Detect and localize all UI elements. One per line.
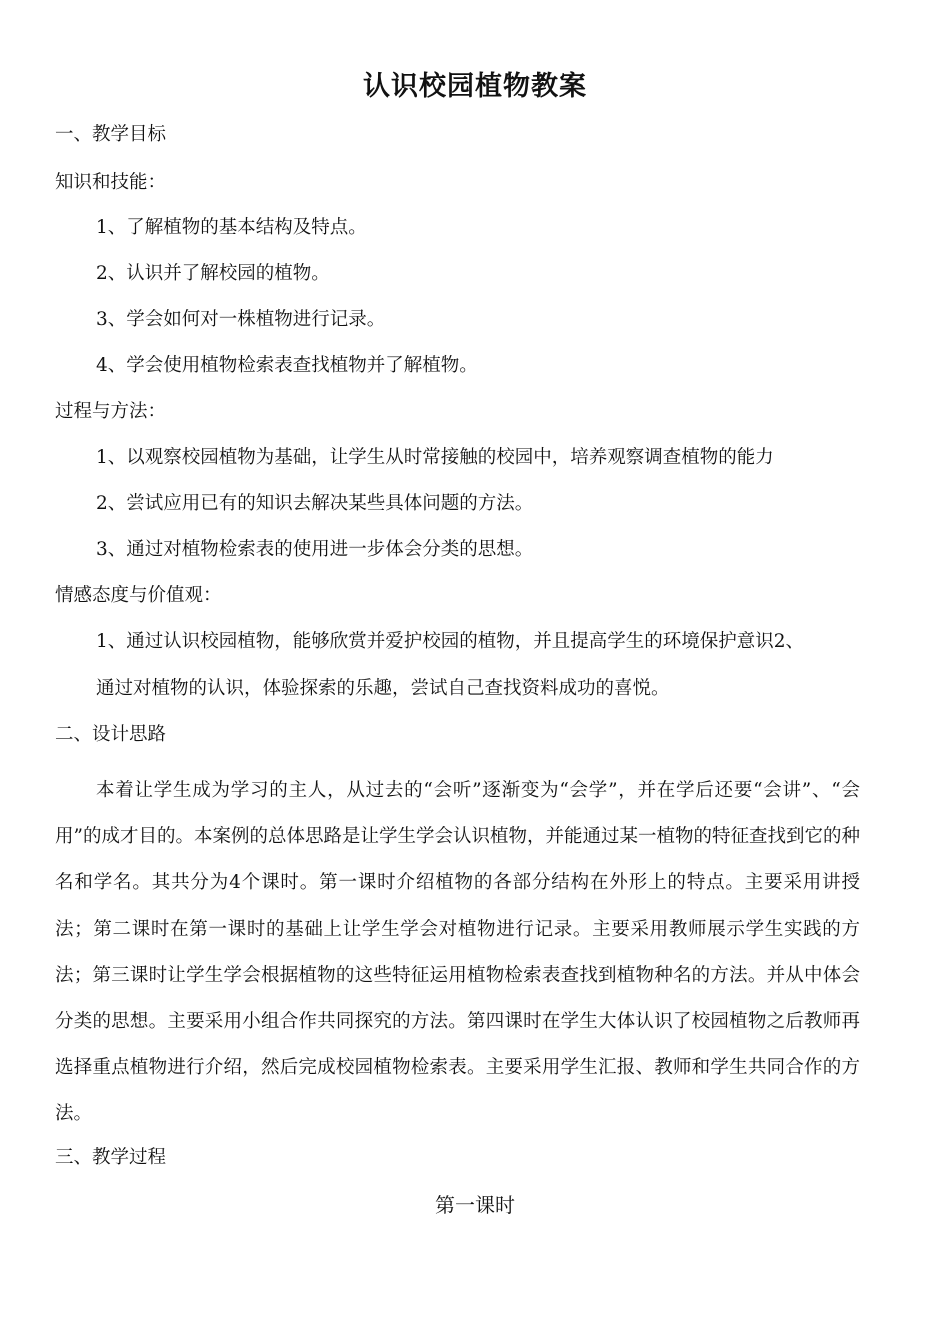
list-item: 2、认识并了解校园的植物。 (96, 263, 330, 284)
section-heading-process: 三、教学过程 (55, 1147, 167, 1168)
list-item: 1、了解植物的基本结构及特点。 (96, 217, 367, 238)
list-item: 1、通过认识校园植物，能够欣赏并爱护校园的植物，并且提高学生的环境保护意识2、 (96, 631, 805, 652)
subheading-emotion-values: 情感态度与价值观： (55, 585, 222, 606)
design-paragraph: 本着让学生成为学习的主人，从过去的“会听”逐渐变为“会学”，并在学后还要“会讲”、“会用”的成才目的。本案例的总体思路是让学生学会认识植物，并能通过某一植物的特征查找到它的种名和学名。其共分为4个课时。第一课时介绍植物的各部分结构在外形上的特点。主要采用讲授法；第二课时在第一课时的基础上让学生学会对植物进行记录。主要采用教师展示学生实践的方法；第三课时让学生学会根据植物的这些特征运用植物检索表查找到植物种名的方法。并从中体会分类的思想。主要采用小组合作共同探究的方法。第四课时在学生大体认识了校园植物之后教师再选择重点植物进行介绍，然后完成校园植物检索表。主要采用学生汇报、教师和学生共同合作的方法。 (55, 780, 860, 1125)
subheading-knowledge-skills: 知识和技能： (55, 172, 167, 193)
list-item: 通过对植物的认识，体验探索的乐趣，尝试自己查找资料成功的喜悦。 (96, 678, 670, 699)
list-item: 3、通过对植物检索表的使用进一步体会分类的思想。 (96, 539, 534, 560)
section-heading-design: 二、设计思路 (55, 724, 167, 745)
list-item: 1、以观察校园植物为基础，让学生从时常接触的校园中，培养观察调查植物的能力 (96, 447, 774, 468)
list-item: 2、尝试应用已有的知识去解决某些具体问题的方法。 (96, 493, 534, 514)
subheading-process-methods: 过程与方法： (55, 401, 167, 422)
list-item: 4、学会使用植物检索表查找植物并了解植物。 (96, 355, 478, 376)
document-title: 认识校园植物教案 (363, 71, 587, 102)
lesson-subheading: 第一课时 (435, 1193, 515, 1217)
list-item: 3、学会如何对一株植物进行记录。 (96, 309, 386, 330)
section-heading-objectives: 一、教学目标 (55, 124, 167, 145)
